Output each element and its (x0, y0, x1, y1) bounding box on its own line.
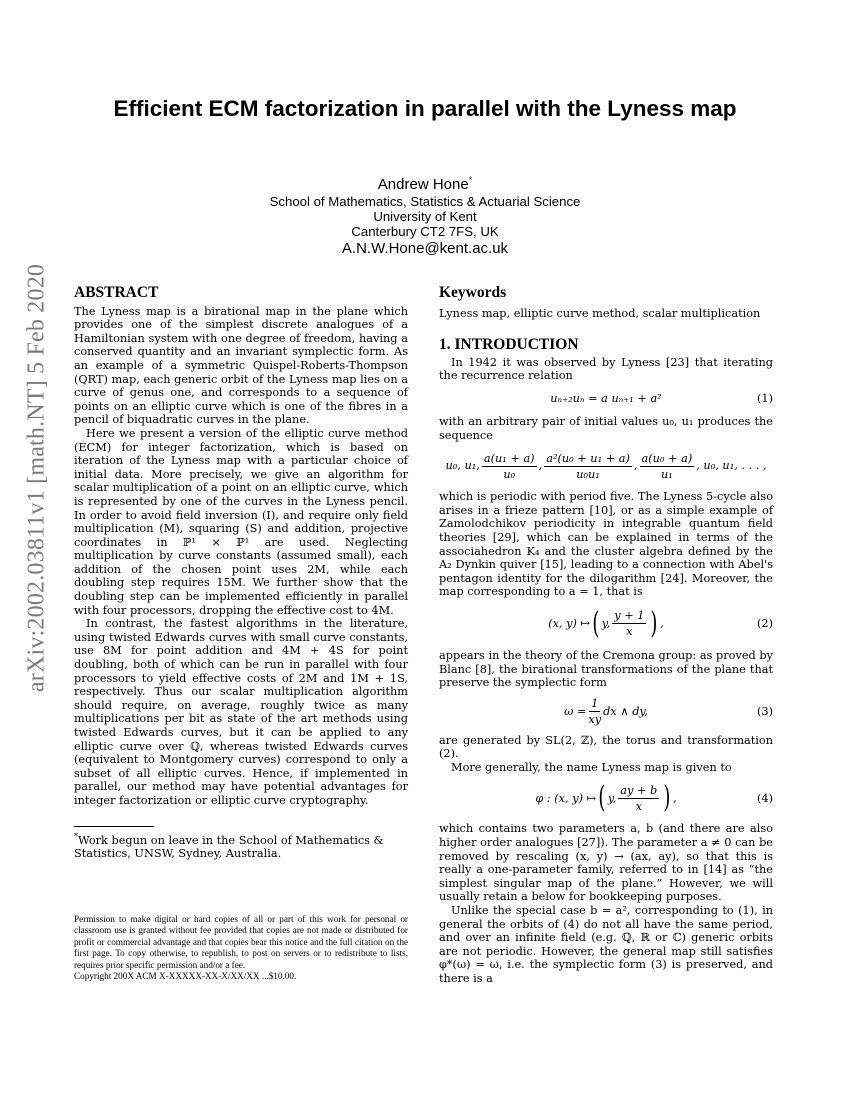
footnote-text: Work begun on leave in the School of Mathematics & Statistics, UNSW, Sydney, Australia. (74, 833, 384, 861)
equation-3-fraction: $\frac{1}{xy}$ (588, 697, 602, 727)
footnote (74, 830, 408, 861)
abstract-paragraph-3: In contrast, the fastest algorithms in the literature, using twisted Edwards curves with small curve constants, use 8M for point addition and 4M + 4S for point doubling, both of which can be run in parallel with four processors to yield effective costs of 2M and 1M + 1S, respectively. Thus our scalar multiplication algorithm should require, on average, roughly twice as many multiplications per bit as state of the art methods using twisted Edwards curves, but it can be applied to any elliptic curve over ℚ, whereas twisted Edwards curves (equivalent to Montgomery curves) correspond to only a subset of all elliptic curves. Hence, if implemented in parallel, our method may have potential advantages for integer factorization or elliptic curve cryptography. (74, 617, 408, 807)
footnote-rule (74, 826, 154, 827)
equation-4-number: (4) (756, 791, 773, 805)
intro-paragraph-2: with an arbitrary pair of initial values u₀, u₁ produces the sequence (439, 414, 773, 442)
footnote-mark: * (74, 832, 78, 841)
author-department: School of Mathematics, Statistics & Actuarial Science (269, 194, 581, 209)
left-column (74, 286, 408, 808)
equation-3-number: (3) (756, 704, 773, 718)
keywords-text: Lyness map, elliptic curve method, scalar multiplication (439, 306, 761, 320)
arxiv-stamp (23, 263, 50, 693)
intro-paragraph-5: are generated by SL(2, ℤ), the torus and transformation (2). (439, 733, 773, 761)
lyness-sequence: u₀, u₁, $\frac{\text{a(u₁ + a)}}{\text{u₀}}$ , $\frac{\text{a²(u₀ + u₁ + a)}}{\text{u₀u₁}}$ , $\frac{\text{a(u₀ + a)}}{\text{u₁}}$ , u₀, u₁, . . . , (445, 451, 767, 481)
permission-text: Permission to make digital or hard copies of all or part of this work for personal or classroom use is granted without fee provided that copies are not made or distributed for profit or commercial advantage and that copies bear this notice and the full citation on the first page. To copy otherwise, to republish, to post on servers or to redistribute to lists, requires prior specific permission and/or a fee. (74, 914, 408, 970)
intro-paragraph-1: In 1942 it was observed by Lyness [23] that iterating the recurrence relation (439, 355, 773, 383)
author-block (125, 171, 725, 258)
copyright-line: Copyright 200X ACM X-XXXXX-XX-X/XX/XX ...$10.00. (74, 971, 297, 982)
intro-paragraph-4: appears in the theory of the Cremona group: as proved by Blanc [8], the birational transformations of the plane that preserve the symplectic form (439, 648, 773, 690)
equation-3: ω = $\frac{1}{xy}$ dx ∧ dy, (3) (564, 697, 773, 727)
author-university: University of Kent (373, 209, 477, 225)
arxiv-stamp-text: arXiv:2002.03811v1 [math.NT] 5 Feb 2020 (23, 263, 50, 693)
author-email[interactable]: A.N.W.Hone@kent.ac.uk (341, 239, 509, 257)
sequence-fraction-2: $\frac{\text{a²(u₀ + u₁ + a)}}{\text{u₀u₁}}$ (546, 451, 630, 481)
intro-paragraph-8: Unlike the special case b = a², corresponding to (1), in general the orbits of (4) do not all have the same period, and over an infinite field (e.g. ℚ, ℝ or ℂ) generic orbits are not periodic. However, the general map still satisfies φ*(ω) = ω, i.e. the symplectic form (3) is preserved, and there is a (439, 904, 773, 985)
paper-title: Efficient ECM factorization in parallel with the Lyness map (113, 96, 737, 121)
right-column (439, 286, 773, 986)
author-footnote-mark: * (468, 175, 473, 185)
intro-paragraph-6: More generally, the name Lyness map is given to (451, 760, 732, 774)
equation-1-body: uₙ₊₂uₙ = a uₙ₊₁ + a² (550, 392, 662, 406)
keywords-heading: Keywords (439, 284, 507, 301)
sequence-fraction-1: $\frac{\text{a(u₁ + a)}}{\text{u₀}}$ (483, 451, 535, 481)
abstract-heading: ABSTRACT (74, 284, 159, 301)
equation-2-number: (2) (756, 617, 773, 631)
equation-1 (439, 385, 773, 413)
equation-1-number: (1) (756, 392, 773, 406)
permission-notice (74, 914, 408, 982)
intro-paragraph-7: which contains two parameters a, b (and there are also higher order analogues [27]). The parameter a ≠ 0 can be removed by rescaling (x, y) → (ax, ay), so that this is really a one-parameter family, referred to in [14] as “the simplest singular map of the plane.” However, we will usually retain a below for bookkeeping purposes. (439, 822, 773, 904)
author-address: Canterbury CT2 7FS, UK (351, 224, 499, 240)
abstract-paragraph-1: The Lyness map is a birational map in the plane which provides one of the simplest discrete analogues of a Hamiltonian system with one degree of freedom, having a conserved quantity and an invariant symplectic form. As an example of a symmetric Quispel-Roberts-Thompson (QRT) map, each generic orbit of the Lyness map lies on a curve of genus one, and corresponds to a sequence of points on an elliptic curve which is one of the fibres in a pencil of biquadratic curves in the plane. (74, 304, 408, 427)
equation-4: φ : (x, y) ↦ ( y, $\frac{ay + b}{x}$ ) , (4) (535, 780, 773, 816)
equation-4-fraction: $\frac{ay + b}{x}$ (620, 783, 658, 813)
introduction-heading: 1. INTRODUCTION (439, 336, 579, 354)
equation-2-fraction: $\frac{y + 1}{x}$ (614, 609, 645, 639)
equation-2: (x, y) ↦ ( y, $\frac{y + 1}{x}$ ) , (2) (548, 605, 773, 641)
intro-paragraph-3: which is periodic with period five. The Lyness 5-cycle also arises in a frieze pattern [10], or as a simple example of Zamolodchikov periodicity in integrable quantum field theories [29], which can be explained in terms of the associahedron K₄ and the cluster algebra defined by the A₂ Dynkin quiver [15], leading to a connection with Abel's pentagon identity for the dilogarithm [24]. Moreover, the map corresponding to a = 1, that is (439, 490, 773, 599)
abstract-paragraph-2: Here we present a version of the elliptic curve method (ECM) for integer factorization, which is based on iteration of the Lyness map with a particular choice of initial data. More precisely, we give an algorithm for scalar multiplication of a point on an elliptic curve, which is represented by one of the curves in the Lyness pencil. In order to avoid field inversion (I), and require only field multiplication (M), squaring (S) and addition, projective coordinates in ℙ¹ × ℙ¹ are used. Neglecting multiplication by curve constants (assumed small), each addition of the chosen point uses 2M, while each doubling step requires 15M. We further show that the doubling step can be implemented efficiently in parallel with four processors, dropping the effective cost to 4M. (74, 426, 408, 617)
sequence-fraction-3: $\frac{\text{a(u₀ + a)}}{\text{u₁}}$ (641, 451, 693, 481)
author-name: Andrew Hone* (377, 175, 473, 193)
